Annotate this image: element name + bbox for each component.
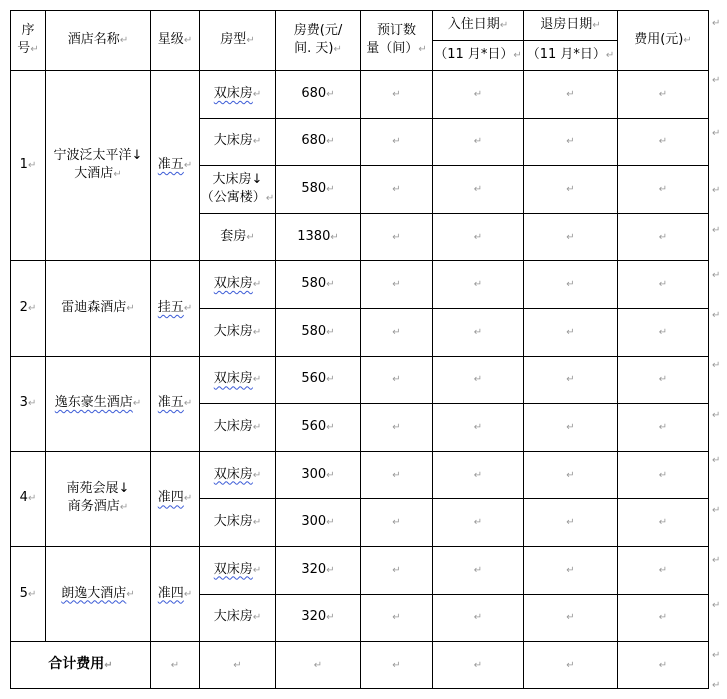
table-row (11, 356, 709, 404)
table-row (11, 546, 709, 594)
checkout-cell[interactable]: ↵ (524, 594, 618, 642)
total-price-cell[interactable]: ↵ (276, 642, 361, 689)
room-type: 双床房↵ (200, 356, 276, 404)
hotel-name: 雷迪森酒店↵ (46, 261, 151, 356)
room-price: 1380↵ (276, 213, 361, 261)
table-row (11, 261, 709, 309)
cost-cell[interactable]: ↵ (618, 594, 709, 642)
room-type: 大床房↵ (200, 594, 276, 642)
checkin-cell[interactable]: ↵ (433, 166, 524, 214)
hotel-name: 逸东豪生酒店↵ (46, 356, 151, 451)
cost-cell[interactable]: ↵ (618, 451, 709, 499)
room-type: 双床房↵ (200, 71, 276, 119)
checkin-cell[interactable]: ↵ (433, 261, 524, 309)
table-row (11, 451, 709, 499)
checkout-cell[interactable]: ↵ (524, 166, 618, 214)
room-price: 560↵ (276, 404, 361, 452)
quantity-cell[interactable]: ↵ (361, 308, 433, 356)
checkin-cell[interactable]: ↵ (433, 499, 524, 547)
quantity-cell[interactable]: ↵ (361, 71, 433, 119)
room-type: 大床房↵ (200, 308, 276, 356)
hotel-name: 朗逸大酒店↵ (46, 546, 151, 641)
checkout-cell[interactable]: ↵ (524, 546, 618, 594)
header-checkout-date: 退房日期↵ (524, 11, 618, 41)
quantity-cell[interactable]: ↵ (361, 356, 433, 404)
checkout-cell[interactable]: ↵ (524, 451, 618, 499)
checkin-cell[interactable]: ↵ (433, 356, 524, 404)
room-price: 680↵ (276, 118, 361, 166)
room-type: 双床房↵ (200, 451, 276, 499)
checkin-cell[interactable]: ↵ (433, 118, 524, 166)
cost-cell[interactable]: ↵ (618, 356, 709, 404)
cost-cell[interactable]: ↵ (618, 118, 709, 166)
hotel-booking-table (10, 10, 709, 689)
room-type: 大床房↓ （公寓楼）↵ (200, 166, 276, 214)
header-checkin-sub: （11 月*日）↵ (433, 41, 524, 71)
paragraph-mark-icon: ↵ (712, 185, 721, 196)
paragraph-mark-icon: ↵ (712, 680, 721, 691)
room-price: 680↵ (276, 71, 361, 119)
header-star: 星级↵ (151, 11, 200, 71)
room-price: 560↵ (276, 356, 361, 404)
header-price: 房费(元/ 间. 天)↵ (276, 11, 361, 71)
hotel-number: 4↵ (11, 451, 46, 546)
total-label: 合计费用↵ (11, 642, 151, 689)
hotel-star: 准四↵ (151, 546, 200, 641)
paragraph-mark-icon: ↵ (712, 600, 721, 611)
room-price: 580↵ (276, 308, 361, 356)
paragraph-mark-icon: ↵ (712, 270, 721, 281)
room-price: 320↵ (276, 546, 361, 594)
checkout-cell[interactable]: ↵ (524, 404, 618, 452)
room-price: 300↵ (276, 451, 361, 499)
paragraph-mark-icon: ↵ (712, 225, 721, 236)
hotel-star: 准五↵ (151, 71, 200, 261)
table-body (11, 11, 709, 689)
checkin-cell[interactable]: ↵ (433, 308, 524, 356)
total-checkout-cell[interactable]: ↵ (524, 642, 618, 689)
cost-cell[interactable]: ↵ (618, 499, 709, 547)
cost-cell[interactable]: ↵ (618, 261, 709, 309)
paragraph-mark-icon: ↵ (712, 505, 721, 516)
quantity-cell[interactable]: ↵ (361, 118, 433, 166)
quantity-cell[interactable]: ↵ (361, 546, 433, 594)
hotel-name: 南苑会展↓ 商务酒店↵ (46, 451, 151, 546)
room-type: 套房↵ (200, 213, 276, 261)
header-hotel-name: 酒店名称↵ (46, 11, 151, 71)
room-type: 双床房↵ (200, 261, 276, 309)
paragraph-mark-icon: ↵ (712, 650, 721, 661)
paragraph-mark-icon: ↵ (712, 310, 721, 321)
paragraph-mark-icon: ↵ (712, 128, 721, 139)
hotel-number: 1↵ (11, 71, 46, 261)
quantity-cell[interactable]: ↵ (361, 261, 433, 309)
room-type: 大床房↵ (200, 404, 276, 452)
quantity-cell[interactable]: ↵ (361, 213, 433, 261)
room-type: 大床房↵ (200, 499, 276, 547)
quantity-cell[interactable]: ↵ (361, 166, 433, 214)
room-type: 大床房↵ (200, 118, 276, 166)
paragraph-mark-icon: ↵ (712, 455, 721, 466)
checkout-cell[interactable]: ↵ (524, 71, 618, 119)
cost-cell[interactable]: ↵ (618, 404, 709, 452)
checkout-cell[interactable]: ↵ (524, 261, 618, 309)
header-checkin-date: 入住日期↵ (433, 11, 524, 41)
checkout-cell[interactable]: ↵ (524, 499, 618, 547)
header-no: 序 号↵ (11, 11, 46, 71)
paragraph-mark-icon: ↵ (712, 410, 721, 421)
checkin-cell[interactable]: ↵ (433, 594, 524, 642)
room-price: 580↵ (276, 166, 361, 214)
room-type: 双床房↵ (200, 546, 276, 594)
header-quantity: 预订数 量（间）↵ (361, 11, 433, 71)
hotel-number: 3↵ (11, 356, 46, 451)
hotel-number: 5↵ (11, 546, 46, 641)
paragraph-mark-icon: ↵ (712, 360, 721, 371)
header-room-type: 房型↵ (200, 11, 276, 71)
table-row (11, 71, 709, 119)
cost-cell[interactable]: ↵ (618, 546, 709, 594)
room-price: 580↵ (276, 261, 361, 309)
cost-cell[interactable]: ↵ (618, 166, 709, 214)
header-cost: 费用(元)↵ (618, 11, 709, 71)
checkin-cell[interactable]: ↵ (433, 546, 524, 594)
hotel-star: 准五↵ (151, 356, 200, 451)
cost-cell[interactable]: ↵ (618, 308, 709, 356)
quantity-cell[interactable]: ↵ (361, 594, 433, 642)
cost-cell[interactable]: ↵ (618, 213, 709, 261)
total-room-cell[interactable]: ↵ (200, 642, 276, 689)
total-quantity-cell[interactable]: ↵ (361, 642, 433, 689)
paragraph-mark-icon: ↵ (712, 555, 721, 566)
total-star-cell[interactable]: ↵ (151, 642, 200, 689)
paragraph-mark-icon: ↵ (712, 75, 721, 86)
paragraph-mark-icon: ↵ (712, 18, 721, 29)
room-price: 320↵ (276, 594, 361, 642)
quantity-cell[interactable]: ↵ (361, 499, 433, 547)
total-checkin-cell[interactable]: ↵ (433, 642, 524, 689)
hotel-number: 2↵ (11, 261, 46, 356)
checkin-cell[interactable]: ↵ (433, 451, 524, 499)
quantity-cell[interactable]: ↵ (361, 404, 433, 452)
checkin-cell[interactable]: ↵ (433, 71, 524, 119)
cost-cell[interactable]: ↵ (618, 71, 709, 119)
header-checkout-sub: （11 月*日）↵ (524, 41, 618, 71)
checkin-cell[interactable]: ↵ (433, 404, 524, 452)
quantity-cell[interactable]: ↵ (361, 451, 433, 499)
checkout-cell[interactable]: ↵ (524, 356, 618, 404)
checkout-cell[interactable]: ↵ (524, 308, 618, 356)
checkout-cell[interactable]: ↵ (524, 118, 618, 166)
hotel-star: 挂五↵ (151, 261, 200, 356)
hotel-name: 宁波泛太平洋↓ 大酒店↵ (46, 71, 151, 261)
room-price: 300↵ (276, 499, 361, 547)
hotel-star: 准四↵ (151, 451, 200, 546)
checkout-cell[interactable]: ↵ (524, 213, 618, 261)
checkin-cell[interactable]: ↵ (433, 213, 524, 261)
total-cost-cell[interactable]: ↵ (618, 642, 709, 689)
total-row (11, 642, 709, 689)
